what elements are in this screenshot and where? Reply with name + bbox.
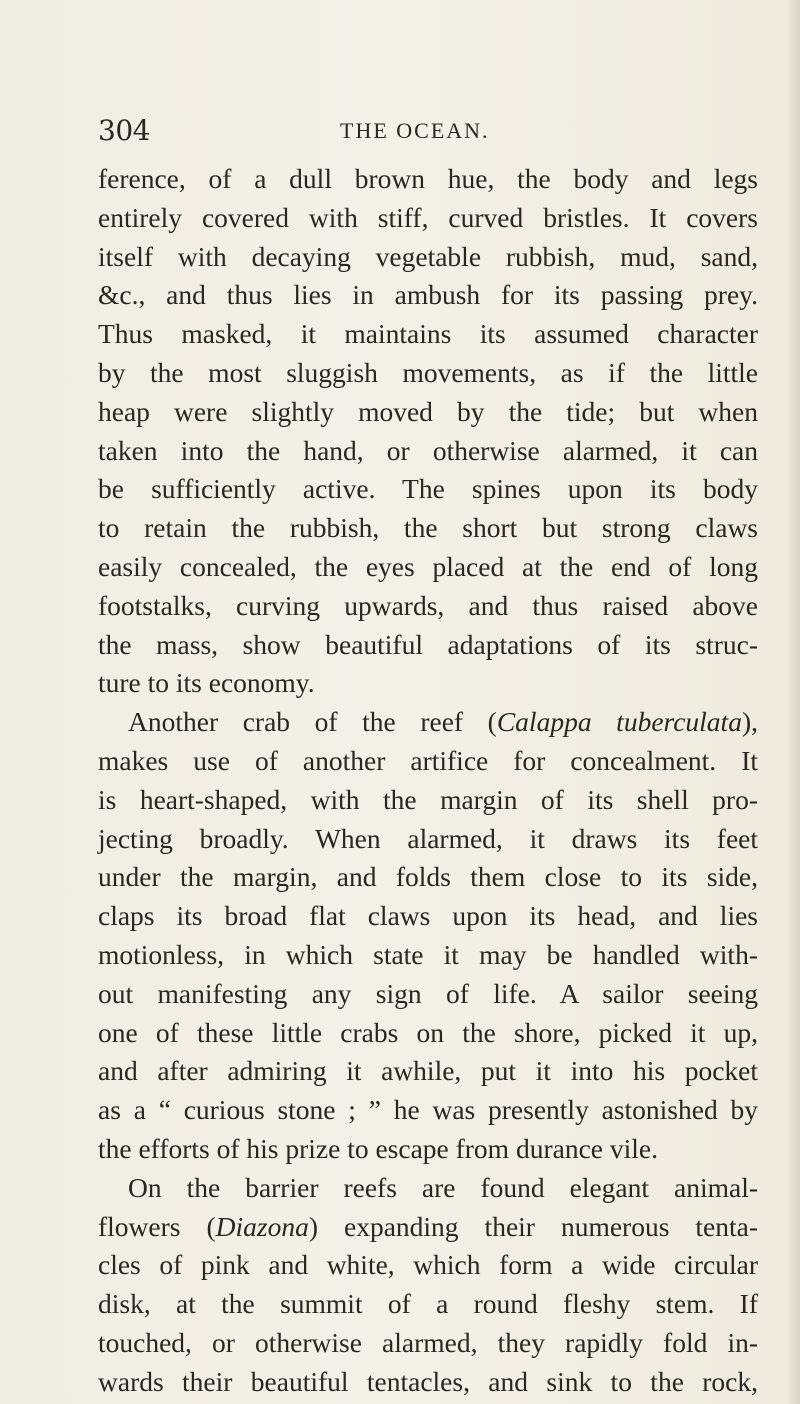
paragraph-end-line: ture to its economy. (98, 667, 315, 699)
paragraph-end-line: the efforts of his prize to escape from durance vile. (98, 1132, 658, 1164)
text-line: itself with decaying vegetable rubbish, mud, sand, (98, 240, 758, 272)
page-number: 304 (98, 114, 150, 147)
text-line: jecting broadly. When alarmed, it draws its feet (98, 822, 758, 854)
text-line: cles of pink and white, which form a wide circular (98, 1249, 758, 1281)
text-line: entirely covered with stiff, curved bristles. It covers (98, 201, 758, 233)
page-edge-shadow (786, 0, 800, 1404)
text-line: disk, at the summit of a round fleshy stem. If (98, 1288, 758, 1320)
text-line: one of these little crabs on the shore, picked it up, (98, 1016, 758, 1048)
text-line: makes use of another artifice for concealment. It (98, 744, 758, 776)
text-line: out manifesting any sign of life. A sailor seeing (98, 977, 758, 1009)
text-line: &c., and thus lies in ambush for its passing prey. (98, 279, 758, 311)
text-line: the mass, show beautiful adaptations of its struc- (98, 628, 758, 660)
text-line: is heart-shaped, with the margin of its shell pro- (98, 783, 758, 815)
running-head (98, 114, 698, 154)
text-line: be sufficiently active. The spines upon its body (98, 473, 758, 505)
text-line: easily concealed, the eyes placed at the end of long (98, 550, 758, 582)
text-line: under the margin, and folds them close to its side, (98, 861, 758, 893)
text-segment: ), (741, 706, 758, 738)
paragraph-start-line (98, 703, 758, 742)
text-line: touched, or otherwise alarmed, they rapidly fold in- (98, 1326, 758, 1358)
text-line: heap were slightly moved by the tide; but when (98, 395, 758, 427)
text-line: footstalks, curving upwards, and thus raised above (98, 589, 758, 621)
text-segment: flowers ( (98, 1210, 216, 1242)
species-name: Calappa tuberculata (496, 706, 742, 738)
text-line: as a “ curious stone ; ” he was presently astonished by (98, 1094, 758, 1126)
text-line: Thus masked, it maintains its assumed character (98, 318, 758, 350)
text-line: claps its broad flat claws upon its head, and lies (98, 900, 758, 932)
body-text (98, 160, 758, 1402)
text-line: and after admiring it awhile, put it into his pocket (98, 1055, 758, 1087)
genus-name: Diazona (215, 1210, 309, 1242)
paragraph-start-line: On the barrier reefs are found elegant animal- (128, 1171, 758, 1203)
text-line: by the most sluggish movements, as if the little (98, 356, 758, 388)
text-line: wards their beautiful tentacles, and sink to the rock, (98, 1365, 758, 1397)
text-line: taken into the hand, or otherwise alarmed, it can (98, 434, 758, 466)
text-line (98, 1208, 758, 1247)
text-segment: ) expanding their numerous tenta- (308, 1210, 758, 1242)
text-line: ference, of a dull brown hue, the body and legs (98, 163, 758, 194)
text-segment: Another crab of the reef ( (128, 706, 497, 738)
text-line: to retain the rubbish, the short but strong claws (98, 512, 758, 544)
running-title: THE OCEAN. (340, 118, 490, 143)
text-line: motionless, in which state it may be handled with- (98, 938, 758, 970)
